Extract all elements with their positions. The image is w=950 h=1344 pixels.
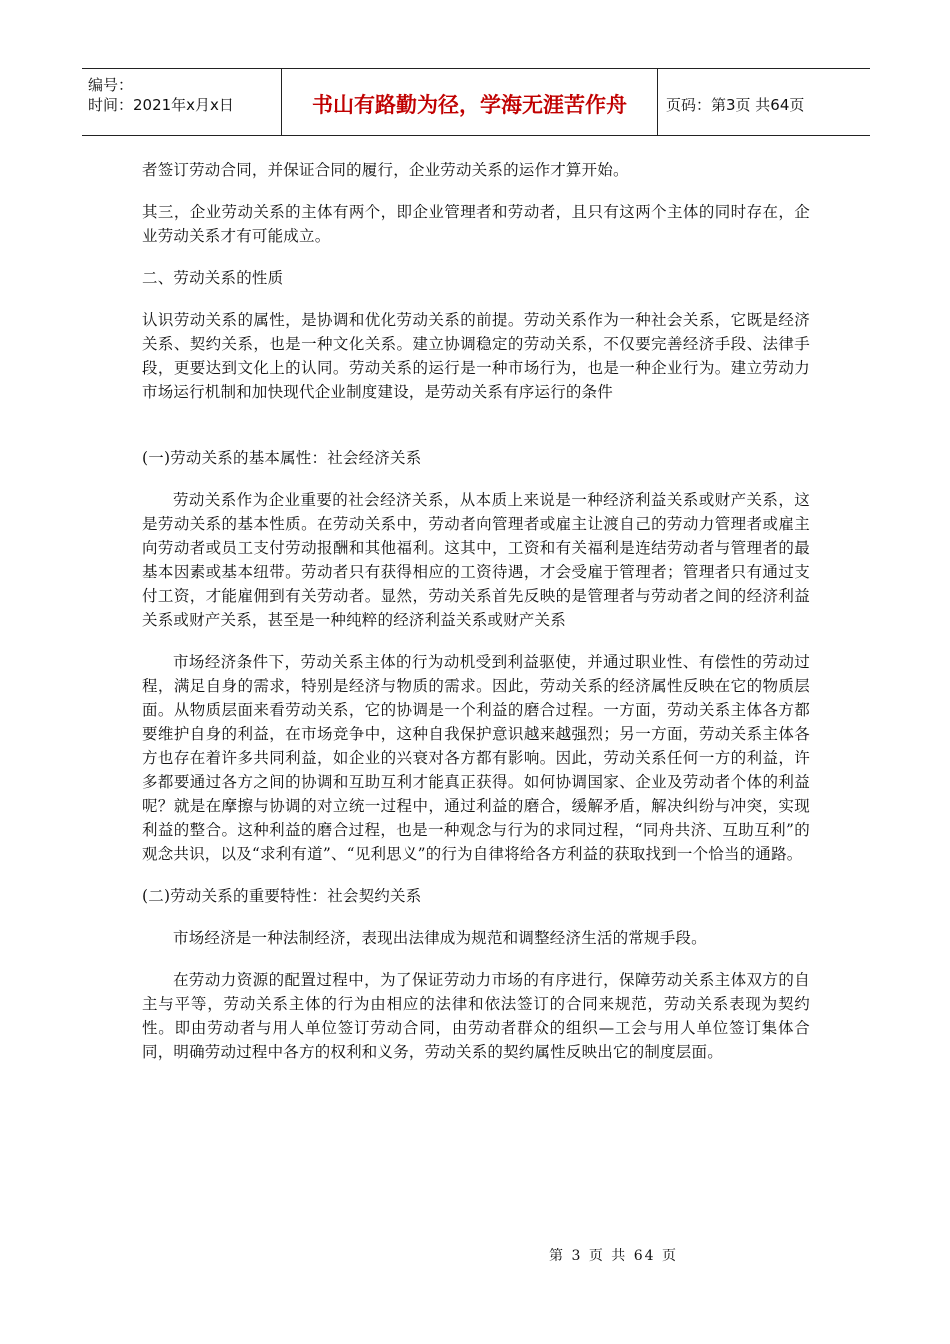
paragraph-economic-relation: 劳动关系作为企业重要的社会经济关系，从本质上来说是一种经济利益关系或财产关系，这是劳动关系的基本性质。在劳动关系中，劳动者向管理者或雇主让渡自己的劳动力管理者或雇主向劳动者或员工支付劳动报酬和其他福利。这其中，工资和有关福利是连结劳动者与管理者的最基本因素或基本纽带。劳动者只有获得相应的工资待遇，才会受雇于管理者；管理者只有通过支付工资，才能雇佣到有关劳动者。显然，劳动关系首先反映的是管理者与劳动者之间的经济利益关系或财产关系，甚至是一种纯粹的经济利益关系或财产关系	[142, 491, 810, 629]
paragraph-intro: 认识劳动关系的属性，是协调和优化劳动关系的前提。劳动关系作为一种社会关系，它既是经济关系、契约关系，也是一种文化关系。建立协调稳定的劳动关系，不仅要完善经济手段、法律手段，更要达到文化上的认同。劳动关系的运行是一种市场行为，也是一种企业行为。建立劳动力市场运行机制和加快现代企业制度建设，是劳动关系有序运行的条件	[142, 311, 810, 401]
subsection-heading-1: (一)劳动关系的基本属性：社会经济关系	[142, 449, 422, 467]
subsection-heading-2: (二)劳动关系的重要特性：社会契约关系	[142, 887, 422, 905]
paragraph-market-economy: 市场经济条件下，劳动关系主体的行为动机受到利益驱使，并通过职业性、有偿性的劳动过程，满足自身的需求，特别是经济与物质的需求。因此，劳动关系的经济属性反映在它的物质层面。从物质层面来看劳动关系，它的协调是一个利益的磨合过程。一方面，劳动关系主体各方都要维护自身的利益，在市场竞争中，这种自我保护意识越来越强烈；另一方面，劳动关系主体各方也存在着许多共同利益，如企业的兴衰对各方都有影响。因此，劳动关系任何一方的利益，许多都要通过各方之间的协调和互助互利才能真正获得。如何协调国家、企业及劳动者个体的利益呢？就是在摩擦与协调的对立统一过程中，通过利益的磨合，缓解矛盾，解决纠纷与冲突，实现利益的整合。这种利益的磨合过程，也是一种观念与行为的求同过程，“同舟共济、互助互利”的观念共识，以及“求利有道”、“见利思义”的行为自律将给各方利益的获取找到一个恰当的通路。	[142, 653, 810, 863]
header-motto: 书山有路勤为径，学海无涯苦作舟	[282, 69, 658, 135]
paragraph-legal-economy: 市场经济是一种法制经济，表现出法律成为规范和调整经济生活的常规手段。	[173, 929, 707, 947]
document-number-label: 编号：	[88, 76, 134, 94]
page-footer: 第 3 页 共 64 页	[549, 1248, 678, 1264]
paragraph-continuation: 者签订劳动合同，并保证合同的履行，企业劳动关系的运作才算开始。	[142, 161, 629, 179]
document-date: 时间：2021年x月x日	[88, 96, 234, 114]
header-page-info: 页码：第3页 共64页	[666, 95, 805, 114]
document-body	[142, 158, 810, 1064]
page-header	[82, 68, 870, 136]
section-heading: 二、劳动关系的性质	[142, 269, 284, 287]
paragraph-third-point: 其三，企业劳动关系的主体有两个，即企业管理者和劳动者，且只有这两个主体的同时存在，企业劳动关系才有可能成立。	[142, 203, 810, 245]
header-meta	[82, 69, 282, 135]
paragraph-contract-relation: 在劳动力资源的配置过程中，为了保证劳动力市场的有序进行，保障劳动关系主体双方的自主与平等，劳动关系主体的行为由相应的法律和依法签订的合同来规范，劳动关系表现为契约性。即由劳动者与用人单位签订劳动合同，由劳动者群众的组织—工会与用人单位签订集体合同，明确劳动过程中各方的权利和义务，劳动关系的契约属性反映出它的制度层面。	[142, 971, 810, 1061]
